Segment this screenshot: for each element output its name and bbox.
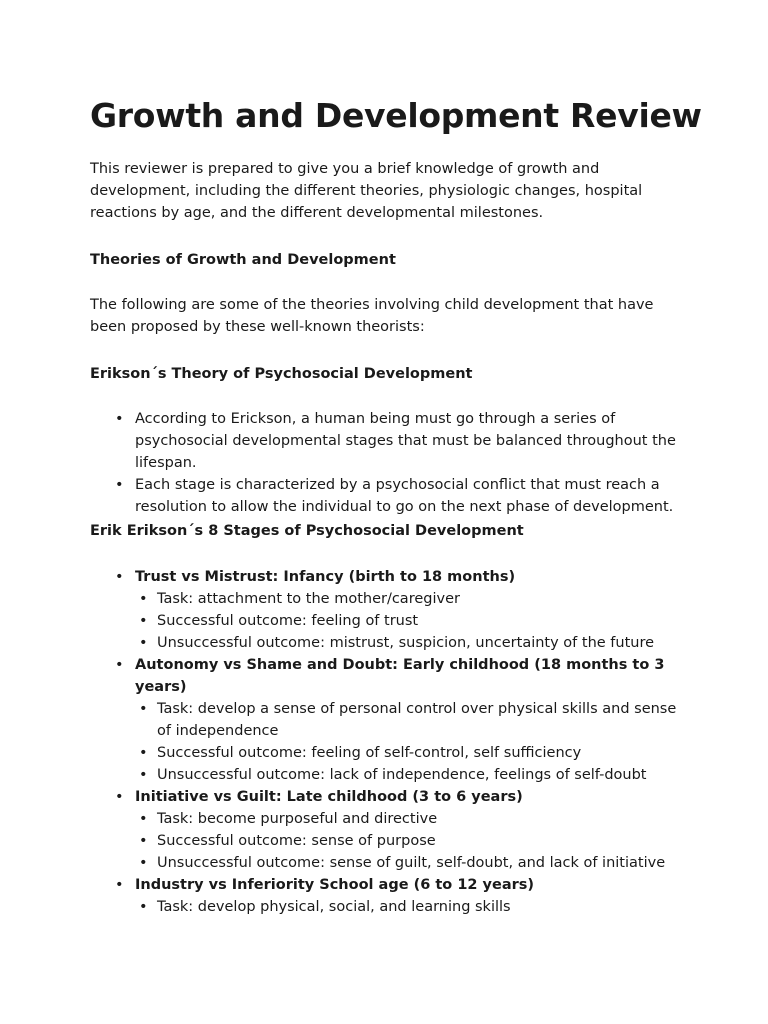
list-item-text: Task: develop physical, social, and learning skills <box>157 899 511 915</box>
stage-details-list <box>135 896 680 918</box>
section-heading-erikson-theory: Erikson´s Theory of Psychosocial Development <box>90 366 473 382</box>
list-item <box>135 698 680 742</box>
stage-title: Trust vs Mistrust: Infancy (birth to 18 months) <box>135 569 516 585</box>
stage-details-list <box>135 808 680 874</box>
list-item <box>135 808 680 830</box>
list-item <box>135 742 680 764</box>
stage-details-list <box>135 698 680 786</box>
document-title: Growth and Development Review <box>90 96 702 135</box>
list-item-text: Task: attachment to the mother/caregiver <box>157 591 460 607</box>
stages-list <box>90 566 680 918</box>
stage-title: Industry vs Inferiority School age (6 to 12 years) <box>135 877 535 893</box>
intro-paragraph: This reviewer is prepared to give you a brief knowledge of growth and development, including the different theories, physiologic changes, hospital reactions by age, and the different developmental milestones. <box>90 161 643 221</box>
list-item-text: Successful outcome: feeling of trust <box>157 613 419 629</box>
list-item-text: Unsuccessful outcome: sense of guilt, self-doubt, and lack of initiative <box>157 855 666 871</box>
erikson-theory-list <box>90 408 680 518</box>
list-item <box>135 610 680 632</box>
list-item-text: According to Erickson, a human being must go through a series of psychosocial developmental stages that must be balanced throughout the lifespan. <box>135 411 676 471</box>
section-heading-theories: Theories of Growth and Development <box>90 252 396 268</box>
list-item-text: Successful outcome: feeling of self-control, self sufficiency <box>157 745 582 761</box>
list-item <box>90 408 680 474</box>
stage-title: Initiative vs Guilt: Late childhood (3 to 6 years) <box>135 789 523 805</box>
list-item-text: Task: become purposeful and directive <box>157 811 438 827</box>
list-item-text: Successful outcome: sense of purpose <box>157 833 436 849</box>
list-item <box>90 474 680 518</box>
stage-item-initiative-vs-guilt <box>90 786 680 874</box>
section-heading-eight-stages: Erik Erikson´s 8 Stages of Psychosocial Development <box>90 523 524 539</box>
stage-details-list <box>135 588 680 654</box>
list-item-text: Each stage is characterized by a psychosocial conflict that must reach a resolution to allow the individual to go on the next phase of development. <box>135 477 674 515</box>
stage-item-autonomy-vs-shame <box>90 654 680 786</box>
list-item <box>135 632 680 654</box>
list-item-text: Unsuccessful outcome: lack of independence, feelings of self-doubt <box>157 767 647 783</box>
list-item <box>135 588 680 610</box>
stage-item-trust-vs-mistrust <box>90 566 680 654</box>
list-item <box>135 896 680 918</box>
list-item <box>135 852 680 874</box>
list-item <box>135 764 680 786</box>
list-item <box>135 830 680 852</box>
list-item-text: Task: develop a sense of personal control over physical skills and sense of independence <box>157 701 677 739</box>
stage-item-industry-vs-inferiority <box>90 874 680 918</box>
list-item-text: Unsuccessful outcome: mistrust, suspicion, uncertainty of the future <box>157 635 655 651</box>
stage-title: Autonomy vs Shame and Doubt: Early childhood (18 months to 3 years) <box>135 657 665 695</box>
theories-paragraph: The following are some of the theories involving child development that have been proposed by these well-known theorists: <box>90 297 654 335</box>
